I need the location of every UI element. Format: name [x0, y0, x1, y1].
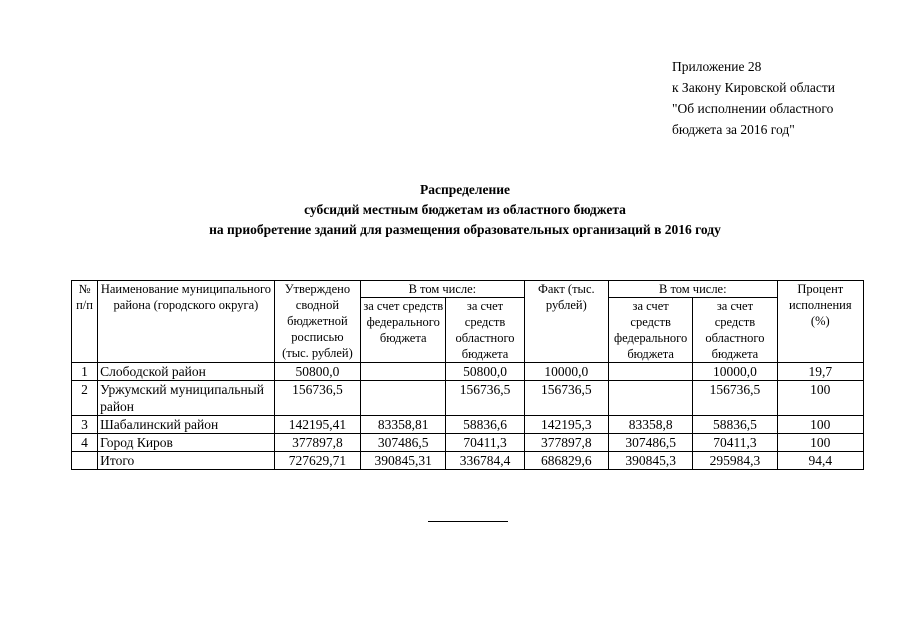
cell-name: Уржумский муниципальный район [98, 381, 275, 416]
cell-fact: 156736,5 [524, 381, 608, 416]
header-including-1: В том числе: [361, 281, 525, 298]
appendix-line: бюджета за 2016 год" [672, 122, 795, 137]
cell-approved: 156736,5 [274, 381, 360, 416]
header-name: Наименование муниципального района (городского округа) [98, 281, 275, 363]
cell-federal-2: 307486,5 [608, 434, 692, 452]
cell-percent: 100 [777, 416, 863, 434]
cell-regional-2: 156736,5 [693, 381, 777, 416]
cell-federal-2 [608, 363, 692, 381]
cell-regional-1: 336784,4 [446, 452, 524, 470]
appendix-note [672, 56, 902, 140]
cell-num: 3 [72, 416, 98, 434]
cell-name: Слободской район [98, 363, 275, 381]
cell-regional-1: 156736,5 [446, 381, 524, 416]
cell-percent: 100 [777, 381, 863, 416]
header-federal-1: за счет средств федерального бюджета [361, 298, 446, 363]
title-line-3: на приобретение зданий для размещения образовательных организаций в 2016 году [209, 222, 721, 237]
cell-percent: 100 [777, 434, 863, 452]
table-row [72, 434, 864, 452]
appendix-line: "Об исполнении областного [672, 101, 834, 116]
cell-approved: 142195,41 [274, 416, 360, 434]
cell-regional-1: 50800,0 [446, 363, 524, 381]
header-num: № п/п [72, 281, 98, 363]
header-regional-1: за счет средств областного бюджета [446, 298, 524, 363]
header-federal-2: за счет средств федерального бюджета [608, 298, 692, 363]
header-fact: Факт (тыс. рублей) [524, 281, 608, 363]
table-row-total [72, 452, 864, 470]
cell-name: Город Киров [98, 434, 275, 452]
title-line-1: Распределение [419, 182, 511, 197]
cell-name: Итого [98, 452, 275, 470]
cell-percent: 19,7 [777, 363, 863, 381]
cell-federal-2: 83358,8 [608, 416, 692, 434]
cell-federal-2: 390845,3 [608, 452, 692, 470]
cell-approved: 727629,71 [274, 452, 360, 470]
cell-fact: 10000,0 [524, 363, 608, 381]
cell-federal-1: 390845,31 [361, 452, 446, 470]
cell-regional-2: 10000,0 [693, 363, 777, 381]
cell-regional-2: 295984,3 [693, 452, 777, 470]
cell-regional-1: 58836,6 [446, 416, 524, 434]
closing-line [428, 521, 508, 522]
cell-approved: 50800,0 [274, 363, 360, 381]
table-row [72, 363, 864, 381]
cell-name: Шабалинский район [98, 416, 275, 434]
header-approved: Утверждено сводной бюджетной росписью (тыс. рублей) [274, 281, 360, 363]
appendix-line: к Закону Кировской области [672, 80, 836, 95]
header-percent: Процент исполнения (%) [777, 281, 863, 363]
cell-fact: 142195,3 [524, 416, 608, 434]
cell-federal-1 [361, 381, 446, 416]
cell-approved: 377897,8 [274, 434, 360, 452]
document-title [60, 180, 870, 240]
subsidy-table [71, 280, 864, 470]
cell-num: 1 [72, 363, 98, 381]
table-row [72, 416, 864, 434]
cell-federal-1: 307486,5 [361, 434, 446, 452]
cell-fact: 377897,8 [524, 434, 608, 452]
cell-regional-1: 70411,3 [446, 434, 524, 452]
cell-fact: 686829,6 [524, 452, 608, 470]
cell-num: 2 [72, 381, 98, 416]
cell-num: 4 [72, 434, 98, 452]
cell-regional-2: 58836,5 [693, 416, 777, 434]
table-row [72, 381, 864, 416]
cell-federal-1 [361, 363, 446, 381]
header-including-2: В том числе: [608, 281, 777, 298]
cell-percent: 94,4 [777, 452, 863, 470]
cell-num [72, 452, 98, 470]
cell-federal-1: 83358,81 [361, 416, 446, 434]
appendix-line: Приложение 28 [672, 59, 762, 74]
cell-federal-2 [608, 381, 692, 416]
header-regional-2: за счет средств областного бюджета [693, 298, 777, 363]
title-line-2: субсидий местным бюджетам из областного бюджета [304, 202, 626, 217]
cell-regional-2: 70411,3 [693, 434, 777, 452]
